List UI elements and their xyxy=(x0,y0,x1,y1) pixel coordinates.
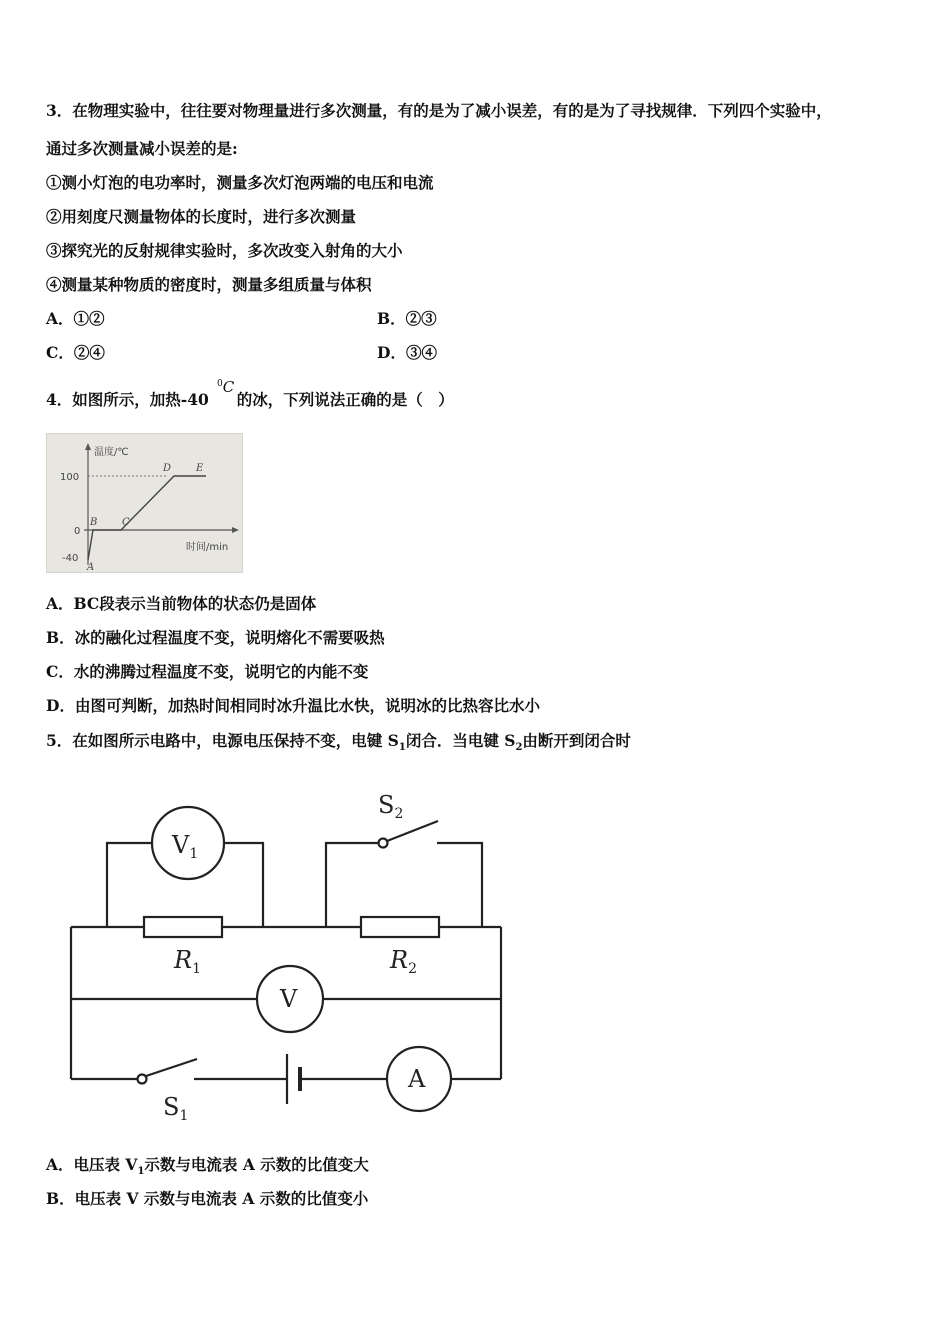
r2-subscript: 2 xyxy=(408,961,417,977)
v1-left-wire xyxy=(107,843,152,927)
resistor-r2 xyxy=(361,917,439,937)
q4-unit-letter: C xyxy=(222,378,235,396)
switch-s2-blade xyxy=(387,821,438,841)
q5-stem-sub-1: 1 xyxy=(398,742,406,754)
switch-s1-blade xyxy=(146,1059,197,1076)
q4-option-c: C．水的沸腾过程温度不变，说明它的内能不变 xyxy=(46,662,369,681)
temperature-time-graph xyxy=(46,433,243,573)
q5-option-a-part-1: A．电压表 V xyxy=(46,1155,138,1174)
s2-left-wire xyxy=(326,843,378,927)
q4-option-d: D．由图可判断，加热时间相同时冰升温比水快，说明冰的比热容比水小 xyxy=(46,696,540,715)
switch-s2-pivot xyxy=(379,839,388,848)
r1-letter: R xyxy=(174,946,193,974)
v1-right-wire xyxy=(224,843,263,927)
q4-stem-after: 的冰，下列说法正确的是（ ） xyxy=(236,390,454,409)
graph-y-tick-minus40: -40 xyxy=(62,553,79,564)
q5-option-a-part-2: 示数与电流表 A 示数的比值变大 xyxy=(144,1155,369,1174)
r2-letter: R xyxy=(390,946,409,974)
q4-unit-degree: 0 xyxy=(217,379,223,389)
v1-subscript: 1 xyxy=(189,846,199,862)
circuit-diagram xyxy=(60,785,520,1125)
switch-s1-label xyxy=(163,1093,188,1124)
q3-option-b: B．②③ xyxy=(377,309,437,328)
resistor-r1 xyxy=(144,917,222,937)
ammeter-a-label: A xyxy=(408,1065,426,1093)
q5-option-a xyxy=(46,1154,369,1183)
s2-right-wire xyxy=(437,843,482,927)
graph-y-tick-0: 0 xyxy=(74,526,81,537)
q4-stem xyxy=(46,389,454,411)
q5-stem-sub-2: 2 xyxy=(515,742,523,754)
s1-letter: S xyxy=(163,1093,180,1121)
graph-point-d: D xyxy=(163,463,172,474)
graph-point-b: B xyxy=(90,517,98,528)
q4-option-b: B．冰的融化过程温度不变，说明熔化不需要吸热 xyxy=(46,628,385,647)
q3-item-4: ④测量某种物质的密度时，测量多组质量与体积 xyxy=(46,275,372,294)
q5-stem-part-c: 由断开到闭合时 xyxy=(522,731,631,750)
q5-stem-part-b: 闭合．当电键 S xyxy=(405,731,516,750)
q3-stem-line2: 通过多次测量减小误差的是: xyxy=(46,139,238,158)
graph-point-a: A xyxy=(87,562,95,573)
graph-y-tick-100: 100 xyxy=(60,472,80,483)
graph-x-label: 时间/min xyxy=(186,542,229,553)
graph-point-e: E xyxy=(196,463,204,474)
r1-subscript: 1 xyxy=(192,961,201,977)
graph-point-c: C xyxy=(122,517,130,528)
resistor-r2-label xyxy=(389,946,417,977)
switch-s2-label xyxy=(378,791,403,822)
q3-item-1: ①测小灯泡的电功率时，测量多次灯泡两端的电压和电流 xyxy=(46,173,434,192)
s2-letter: S xyxy=(378,791,395,819)
v1-letter: V xyxy=(172,831,190,859)
q3-item-3: ③探究光的反射规律实验时，多次改变入射角的大小 xyxy=(46,241,403,260)
q5-option-a-sub: 1 xyxy=(137,1166,145,1178)
q4-stem-before: 4．如图所示，加热-40 xyxy=(46,390,209,409)
graph-y-label: 温度/℃ xyxy=(94,447,129,458)
resistor-r1-label xyxy=(173,946,201,977)
q3-item-2: ②用刻度尺测量物体的长度时，进行多次测量 xyxy=(46,207,357,226)
q5-stem xyxy=(46,730,631,759)
q5-option-b: B．电压表 V 示数与电流表 A 示数的比值变小 xyxy=(46,1189,369,1208)
s1-subscript: 1 xyxy=(179,1108,189,1124)
q4-option-a: A．BC段表示当前物体的状态仍是固体 xyxy=(46,594,317,613)
q3-option-d: D．③④ xyxy=(377,343,437,362)
switch-s1-pivot xyxy=(138,1075,147,1084)
q5-stem-part-a: 5．在如图所示电路中，电源电压保持不变，电键 S xyxy=(46,731,399,750)
q3-stem-line1: 3．在物理实验中，往往要对物理量进行多次测量，有的是为了减小误差，有的是为了寻找规律．下列四个实验中， xyxy=(46,101,832,120)
q4-unit-celsius xyxy=(217,378,234,396)
voltmeter-v-label: V xyxy=(280,985,298,1013)
q3-option-c: C．②④ xyxy=(46,343,105,362)
q3-option-a: A．①② xyxy=(46,309,105,328)
s2-subscript: 2 xyxy=(394,806,404,822)
